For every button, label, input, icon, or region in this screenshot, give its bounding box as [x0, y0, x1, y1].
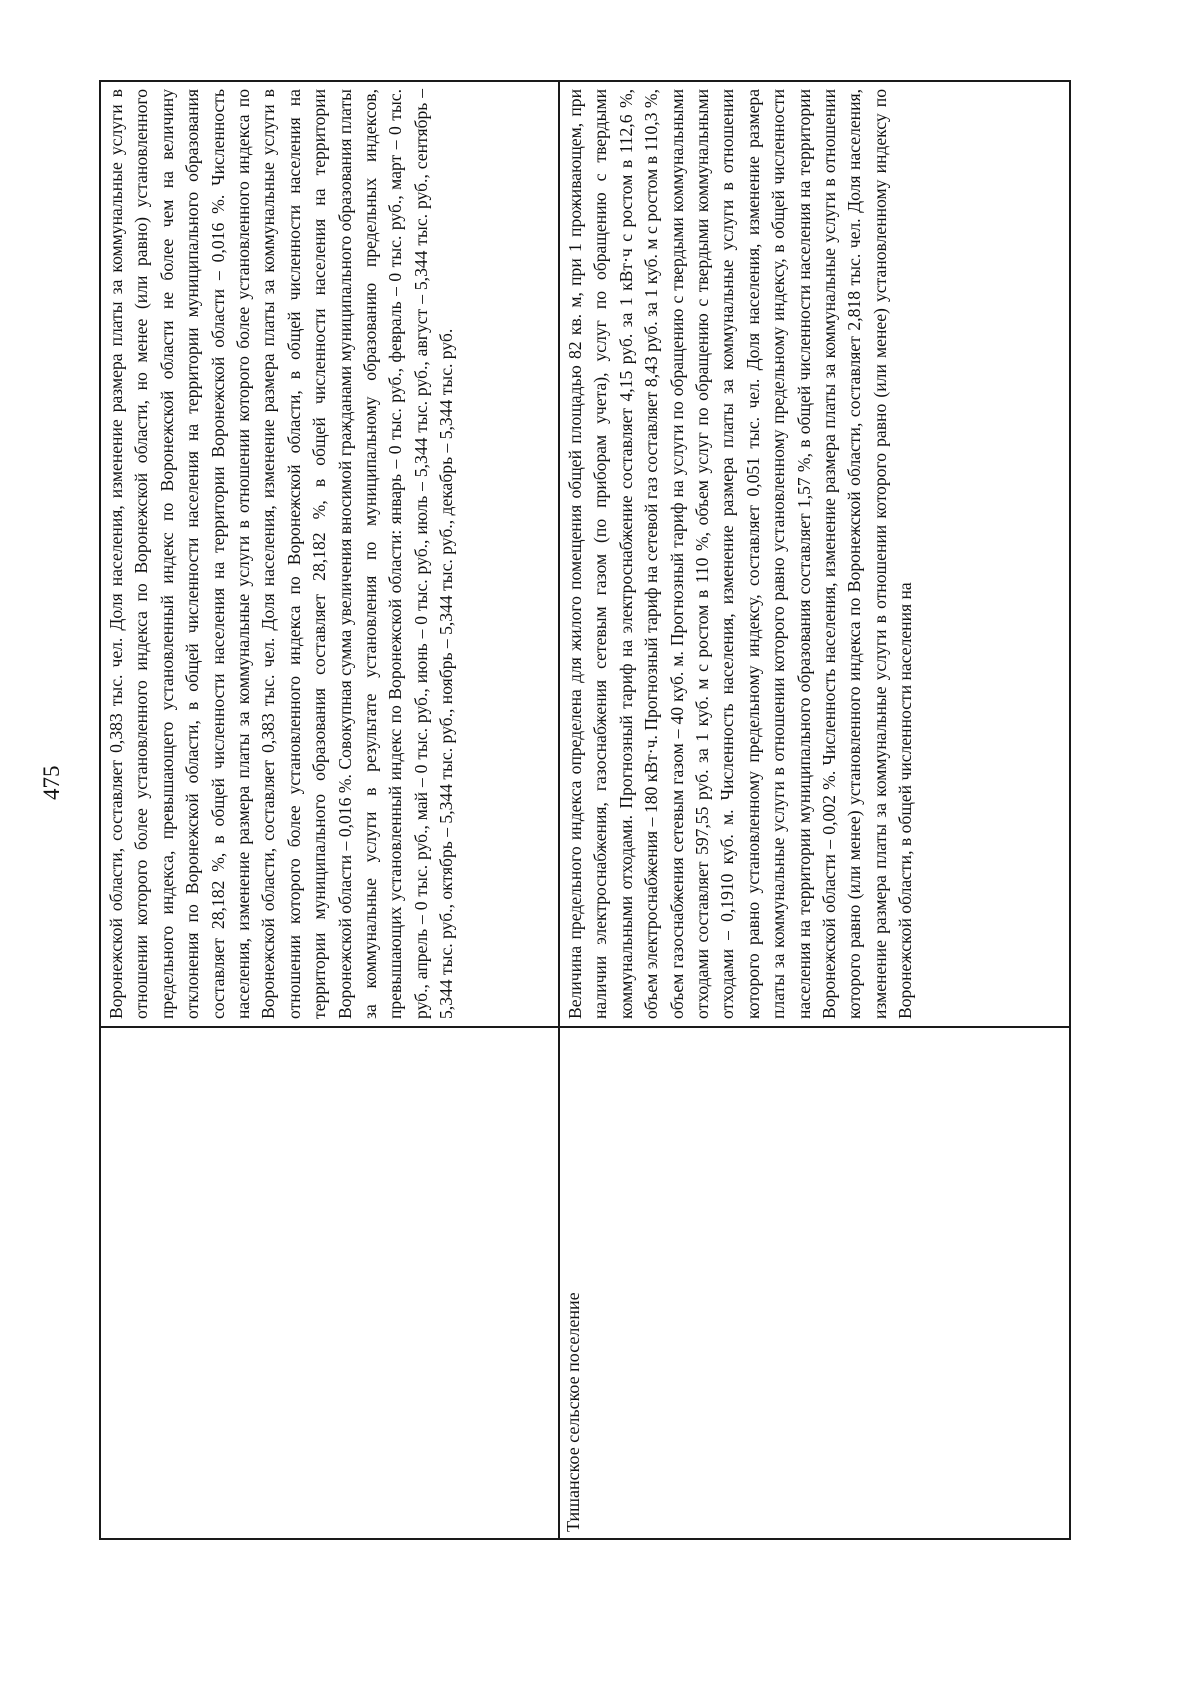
- description-cell: Величина предельного индекса определена для жилого помещения общей площадью 82 кв. м, при 1 проживающем, при наличии электроснабжения, газоснабжения сетевым газом (по приборам учета), услуг по обращению с твердыми коммунальными отходами. Прогнозный тариф на электроснабжение составляет 4,15 руб. за 1 кВт·ч с ростом в 112,6 %, объем электроснабжения – 180 кВт·ч. Прогнозный тариф на сетевой газ составляет 8,43 руб. за 1 куб. м с ростом в 110,3 %, объем газоснабжения сетевым газом – 40 куб. м. Прогнозный тариф на услуги по обращению с твердыми коммунальными отходами составляет 597,55 руб. за 1 куб. м с ростом в 110 %, объем услуг по обращению с твердыми коммунальными отходами – 0,1910 куб. м. Численность населения, изменение размера платы за коммунальные услуги в отношении которого равно установленному предельному индексу, составляет 0,051 тыс. чел. Доля населения, изменение размера платы за коммунальные услуги в отношении которого равно установленному предельному индексу, в общей численности населения на территории муниципального образования составляет 1,57 %, в общей численности населения на территории Воронежской области – 0,002 %. Численность населения, изменение размера платы за коммунальные услуги в отношении которого равно (или менее) установленного индекса по Воронежской области, составляет 2,818 тыс. чел. Доля населения, изменение размера платы за коммунальные услуги в отношении которого равно (или менее) установленному индексу по Воронежской области, в общей численности населения на: [565, 89, 916, 1019]
- description-cell: Воронежской области, составляет 0,383 тыс. чел. Доля населения, изменение размера платы за коммунальные услуги в отношении которого более установленного индекса по Воронежской области, но менее (или равно) установленного предельного индекса, превышающего установленный индекс по Воронежской области не более чем на величину отклонения по Воронежской области, в общей численности населения на территории муниципального образования составляет 28,182 %, в общей численности населения на территории Воронежской области – 0,016 %. Численность населения, изменение размера платы за коммунальные услуги в отношении которого более установленного индекса по Воронежской области, составляет 0,383 тыс. чел. Доля населения, изменение размера платы за коммунальные услуги в отношении которого более установленного индекса по Воронежской области, в общей численности населения на территории муниципального образования составляет 28,182 %, в общей численности населения на территории Воронежской области – 0,016 %. Совокупная сумма увеличения вносимой гражданами муниципального образования платы за коммунальные услуги в результате установления по муниципальному образованию предельных индексов, превышающих установленный индекс по Воронежской области: январь – 0 тыс. руб., февраль – 0 тыс. руб., март – 0 тыс. руб., апрель – 0 тыс. руб., май – 0 тыс. руб., июнь – 0 тыс. руб., июль – 5,344 тыс. руб., август – 5,344 тыс. руб., сентябрь – 5,344 тыс. руб., октябрь – 5,344 тыс. руб., ноябрь – 5,344 тыс. руб., декабрь – 5,344 тыс. руб.: [106, 89, 457, 1019]
- table-row: [560, 82, 1069, 1538]
- page-number: 475: [39, 765, 64, 800]
- municipality-cell: [101, 1026, 558, 1538]
- municipality-cell: Тишанское сельское поселение: [560, 1026, 1069, 1538]
- table-row: [101, 82, 560, 1538]
- document-table: [99, 80, 1071, 1540]
